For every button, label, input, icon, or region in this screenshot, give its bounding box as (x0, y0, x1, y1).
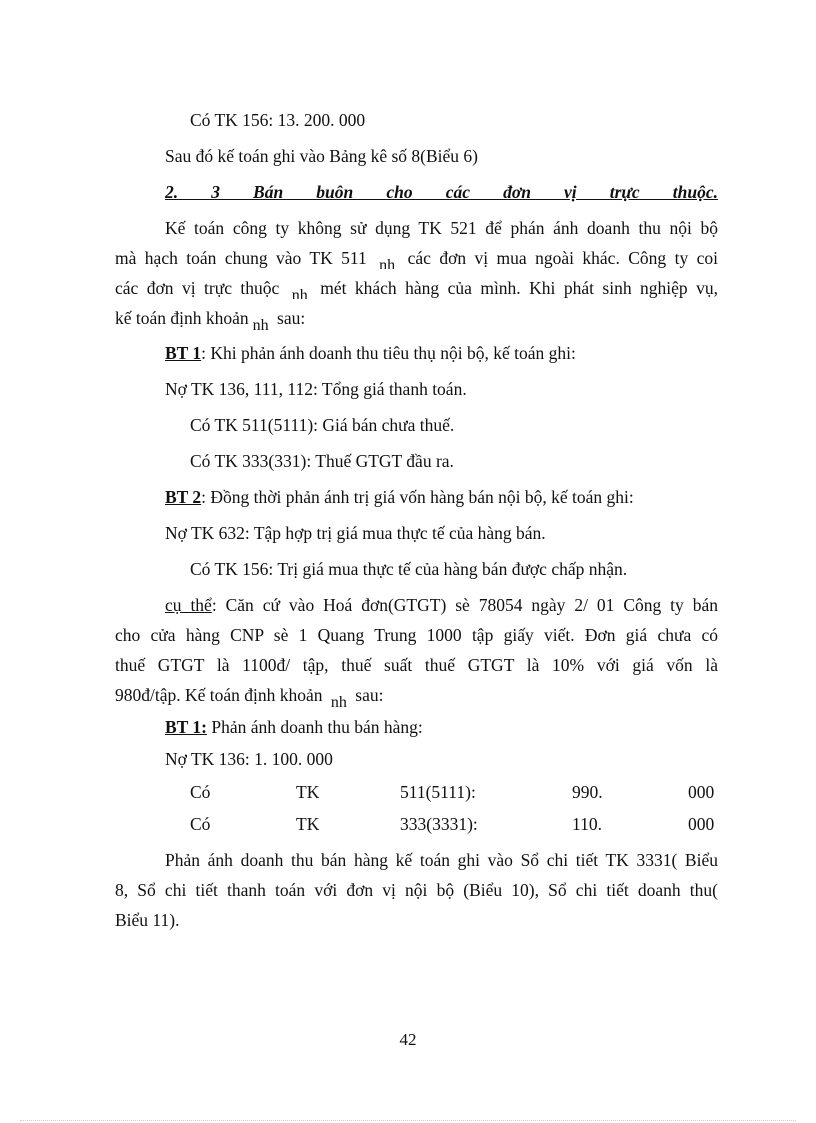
entry-co: Có (190, 782, 211, 802)
paragraph-line: thuế GTGT là 1100đ/ tập, thuế suất thuế GTGT là 10% với giá vốn là (115, 655, 718, 675)
paragraph-line: cho cửa hàng CNP sè 1 Quang Trung 1000 tập giấy viết. Đơn giá chưa có (115, 625, 718, 645)
paragraph-line: Kế toán công ty không sử dụng TK 521 để phán ánh doanh thu nội bộ (165, 218, 718, 238)
entry-tk: TK (296, 814, 320, 834)
entry-co: Có (190, 814, 211, 834)
bt2-label: BT 2 (165, 487, 202, 507)
entry-account: 511(5111): (400, 782, 476, 802)
credit-line: Có TK 511(5111): Giá bán chưa thuế. (190, 415, 455, 435)
section-heading: 2. 3 Bán buôn cho các đơn vị trực thuộc. (165, 182, 718, 202)
entry-tail: 000 (688, 814, 715, 834)
entry-amount: 990. (572, 782, 603, 802)
debit-line: Nợ TK 136, 111, 112: Tổng giá thanh toán. (165, 379, 467, 399)
credit-line: Có TK 333(331): Thuế GTGT đầu ra. (190, 451, 454, 471)
bt2-line: BT 2: Đồng thời phản ánh trị giá vốn hàng bán nội bộ, kế toán ghi: (165, 487, 634, 507)
bt1-line: BT 1: Khi phản ánh doanh thu tiêu thụ nội bộ, kế toán ghi: (165, 343, 576, 363)
paragraph-line: kế toán định khoản nh sau: (115, 307, 305, 331)
credit-line-156: Có TK 156: 13. 200. 000 (190, 110, 366, 130)
text-line: Sau đó kế toán ghi vào Bảng kê số 8(Biểu 6) (165, 146, 479, 166)
debit-line: Nợ TK 632: Tập hợp trị giá mua thực tế của hàng bán. (165, 523, 546, 543)
subscript-nh: nh (330, 694, 347, 711)
debit-line: Nợ TK 136: 1. 100. 000 (165, 749, 333, 769)
entry-amount: 110. (572, 814, 602, 834)
page-number: 42 (399, 1030, 417, 1049)
paragraph-line: mà hạch toán chung vào TK 511 nh các đơn vị mua ngoài khác. Công ty coi (115, 247, 718, 269)
bt1-revenue-line: BT 1: Phản ánh doanh thu bán hàng: (165, 717, 423, 737)
subscript-nh: nh (252, 317, 269, 334)
paragraph-line: các đơn vị trực thuộc nh mét khách hàng của mình. Khi phát sinh nghiệp vụ, (115, 277, 718, 299)
paragraph-line: 980đ/tập. Kế toán định khoản nh sau: (115, 684, 383, 708)
entry-tk: TK (296, 782, 320, 802)
subscript-nh: nh (291, 287, 308, 299)
bt1-label: BT 1 (165, 343, 202, 363)
footer-divider (20, 1120, 796, 1121)
entry-account: 333(3331): (400, 814, 478, 834)
bt1b-label: BT 1: (165, 717, 207, 737)
paragraph-line: Phản ánh doanh thu bán hàng kế toán ghi vào Sổ chi tiết TK 3331( Biểu (165, 850, 718, 870)
paragraph-line: Biểu 11). (115, 910, 180, 930)
entry-tail: 000 (688, 782, 715, 802)
credit-line: Có TK 156: Trị giá mua thực tế của hàng bán được chấp nhận. (190, 559, 628, 579)
example-line: cụ thể: Căn cứ vào Hoá đơn(GTGT) sè 78054 ngày 2/ 01 Công ty bán (165, 595, 718, 615)
subscript-nh: nh (379, 257, 396, 269)
paragraph-line: 8, Sổ chi tiết thanh toán với đơn vị nội bộ (Biểu 10), Sổ chi tiết doanh thu( (115, 880, 718, 900)
cuthe-label: cụ thể (165, 595, 212, 615)
